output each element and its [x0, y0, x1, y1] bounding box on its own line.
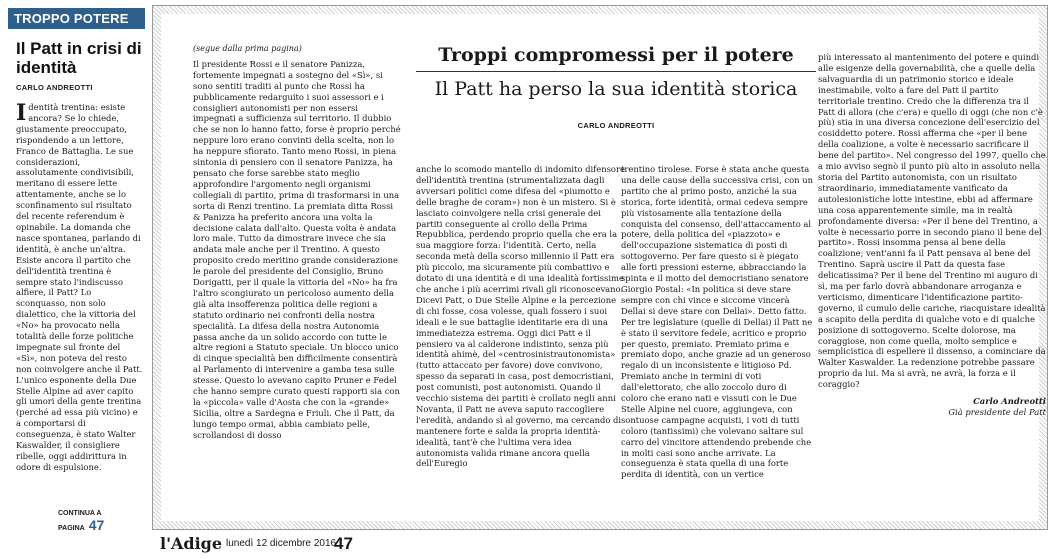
article-headline: Troppi compromessi per il potere — [438, 44, 794, 66]
article-frame — [152, 5, 1048, 530]
signature-role: Già presidente del Patt — [948, 407, 1046, 417]
segue-note: (segue dalla prima pagina) — [193, 44, 302, 53]
left-body-text: dentità trentina: esiste ancora? Se lo chiede, giustamente preoccupato, rispondendo a un lettore, Franco de Battaglia. Le sue considerazioni, assolutamente condivisibili, meritano di essere lette attentamente, anche se lo sconfinamento sul risultato del recente referendum è opinabile. La domanda che nasce spontanea, parlando di identità, è anche un'altra. Esiste ancora il partito che dell'identità trentina è sempre stato l'indiscusso alfiere, il Patt? Lo sconquasso, non solo dialettico, che la vittoria del «No» ha provocato nella totalità delle forze politiche impegnate sul fronte del «Sì», non poteva del resto non coinvolgere anche il Patt. L'unico esponente della Due Stelle Alpine ad aver capito gli umori della gente trentina (perché ad essa più vicino) e a comportarsi di conseguenza, è stato Walter Kaswalder, il consigliere ribelle, oggi addirittura in odore di espulsione. — [16, 102, 143, 472]
left-column — [8, 8, 145, 533]
drop-cap: I — [16, 102, 27, 126]
left-author: CARLO ANDREOTTI — [16, 83, 93, 92]
article-column-3 — [621, 164, 813, 529]
article-subheadline: Il Patt ha perso la sua identità storica — [434, 78, 798, 100]
article-column-1 — [193, 44, 403, 514]
article-column-4 — [818, 52, 1046, 522]
page-footer — [152, 534, 452, 556]
column-1-text: Il presidente Rossi e il senatore Panizza, fortemente impegnati a sostegno del «Sì», si sono sentiti traditi al punto che Rossi ha pubblicamente redarguito i suoi assessori e i consiglieri autonomisti per non essersi impegnati a sufficienza sul territorio. Il dubbio che se non lo hanno fatto, forse è proprio perché neppure loro erano convinti della scelta, non lo ha neppure sfiorato. Tanto meno Rossi, in piena sintonia di pensiero con il senatore Panizza, ha pensato che forse sarebbe stato meglio approfondire l'argomento negli organismi collegiali di partito, prima di trasformarsi in una sorta di Renzi trentino. La premiata ditta Rossi & Panizza ha preferito ancora una volta la decisione calata dall'alto. Questa volta è andata loro male. Tutto da dimostrare invece che sia andata male anche per il Trentino. A questo proposito credo meritino grande considerazione le parole del presidente del Consiglio, Bruno Dorigatti, per il quale la vittoria del «No» ha fra l'altro scongiurato un pericoloso aumento della già alta insofferenza politica delle regioni a statuto ordinario nei confronti della nostra specialità. La difesa della nostra Autonomia passa anche da un solido accordo con tutte le altre regioni a Statuto speciale. Un blocco unico di cinque specialità ben difficilmente consentirà al Parlamento di intervenire a gamba tesa sulle stesse. Questo lo avevano capito Pruner e Fedel che hanno sempre curato questi rapporti sia con la «piccola» valle d'Aosta che con la «grande» Sicilia, oltre a Sardegna e Friuli. Che il Patt, da lungo tempo ormai, abbia cambiato pelle, scrollandosi di dosso — [193, 58, 401, 440]
page-number: 47 — [334, 534, 353, 553]
article-byline: CARLO ANDREOTTI — [577, 121, 655, 130]
masthead: l'Adige — [160, 534, 223, 553]
column-3-text: trentino tirolese. Forse è stata anche questa una delle cause della successiva crisi, con un partito che al primo posto, anziché la sua storica, forte identità, ormai cedeva sempre più vistosamente alla tentazione della conquista del consenso, dell'attaccamento al potere, della politica del «piazzoto» e dell'occupazione sistematica di posti di sottogoverno. Per fare questo si è piegato alle forti pressioni esterne, abbracciando la spinta e il motto del democristiano senatore Giorgio Postal: «In politica si deve stare sempre con chi vince e siccome vincerà Dellai si deve stare con Dellai». Detto fatto. Per tre legislature (quelle di Dellai) il Patt ne è stato il servitore fedele, acritico e proprio per questo, premiato. Premiato prima e premiato dopo, anche grazie ad un generoso regalo di un inconsistente e litigioso Pd. Premiato anche in termini di voti dall'elettorato, che allo zoccolo duro di coloro che erano nati e vissuti con le Due Stelle Alpine nel cuore, aggiungeva, con sontuose campagne acquisti, i voti di tutti coloro (tantissimi) che volevano saltare sul carro del vincitore attendendo prebende che in molti casi sono anche arrivate. La conseguenza è stata quella di una forte perdita di identità, con un vertice — [621, 164, 813, 480]
article-inner — [161, 14, 1046, 521]
left-title: Il Patt in crisi di identità — [16, 39, 142, 77]
article-column-2 — [416, 164, 626, 529]
continua-link[interactable] — [58, 510, 145, 533]
continua-page: 47 — [88, 517, 105, 533]
section-kicker: TROPPO POTERE — [8, 8, 145, 29]
left-body — [16, 102, 144, 502]
headline-divider — [416, 71, 816, 72]
signature-name: Carlo Andreotti — [973, 396, 1046, 407]
column-2-text: anche lo scomodo mantello di indomito difensore dell'identità trentina (strumentalizzata dagli avversari politici come difesa del «piumotto e delle braghe de coram») non è un mistero. Si è lasciato coinvolgere nella crisi generale dei partiti conseguente al crollo della Prima Repubblica, perdendo proprio quella che era la sua maggiore forza: l'identità. Certo, nella seconda metà della scorso millennio il Patt era più piccolo, ma sicuramente più combattivo e dotato di una identità e di una idealità fortissime che anche i più acerrimi rivali gli riconoscevano. Dicevi Patt, o Due Stelle Alpine e la percezione di chi fosse, cosa volesse, quali fossero i suoi ideali e le sue battaglie identitarie era di una immediatezza estrema. Oggi dici Patt e il pensiero va al calderone indistinto, senza più identità ahimè, del «centrosinistrautonomista» (tutto attaccato per favore) dove convivono, spesso da separati in casa, post democristiani, post comunisti, post autonomisti. Quando il vecchio sistema dei partiti è crollato negli anni Novanta, il Patt ne aveva saputo raccogliere l'eredità, andando sì al governo, ma cercando di mantenere forte e salda la propria identità-idealità, tant'è che l'ultima vera idea autonomista valida rimane ancora quella dell'Euregio — [416, 164, 625, 469]
continua-label: CONTINUA A PAGINA — [58, 510, 102, 532]
column-4-text: più interessato al mantenimento del potere e quindi alle esigenze della governabilità, che a quelle della salvaguardia di un patrimonio storico e ideale inestimabile, volto a fare del Patt il partito territoriale trentino. Credo che la differenza tra il Patt di allora (che c'era) e quello di oggi (che non c'è più) stia in una diversa concezione dell'esercizio del cosiddetto potere. Rossi afferma che «per il bene della coalizione, a volte è necessario sacrificare il bene del partito». Nel congresso del 1997, quello che a mio avviso segnò il punto più alto in assoluto nella storia del Partito autonomista, con un risultato straordinario, immediatamente vanificato da autolesionistiche lotte intestine, ebbi ad affermare una cosa apparentemente simile, ma in realtà profondamente diversa: «Per il bene del Trentino, a volte è necessario porre in secondo piano il bene del partito». Rossi insomma pensa al bene della coalizione; vent'anni fa il Patt pensava al bene del Trentino. Saprà uscire il Patt da questa fase delicatissima? Per il bene del Trentino mi auguro di sì, ma per farlo dovrà abbandonare arroganza e verticismo, dimenticare l'identificazione partito-governo, il cumulo delle cariche, riacquistare idealità a scapito della perdita di qualche voto e di qualche posizione di sottogoverno. Scelte dolorose, ma coraggiose, non come quella, molto semplice e semplicistica di espellere il dissenso, a cominciare da Walter Kaswalder. La redenzione potrebbe passare proprio da lui. Ma si avrà, ne avrà, la forza e il coraggio? — [818, 52, 1046, 390]
issue-date: lunedì 12 dicembre 2016 — [226, 538, 337, 549]
